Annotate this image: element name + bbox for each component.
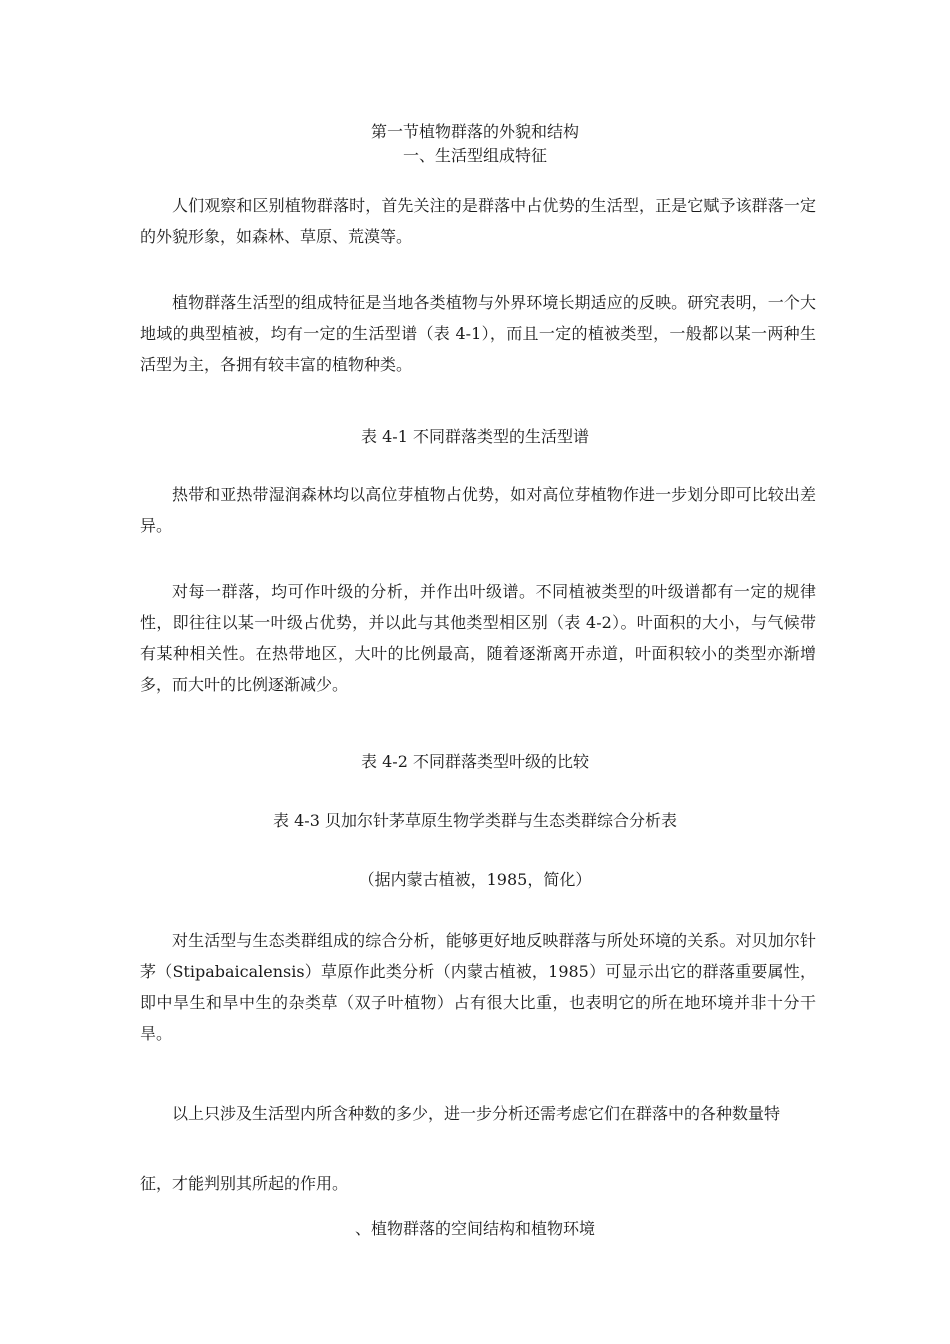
table-caption-4-2: 表 4-2 不同群落类型叶级的比较 [361,752,589,771]
table-caption-4-3: 表 4-3 贝加尔针茅草原生物学类群与生态类群综合分析表 [273,811,677,830]
paragraph-6-tail: 征，才能判别其所起的作用。 [140,1174,349,1193]
paragraph-5: 对生活型与生态类群组成的综合分析，能够更好地反映群落与所处环境的关系。对贝加尔针茅（Stipabaicalensis）草原作此类分析（内蒙古植被，1985）可显示出它的群落重要属性，即中旱生和旱中生的杂类草（双子叶植物）占有很大比重，也表明它的所在地环境并非十分干旱。 [140,931,816,1043]
next-section-heading: 、植物群落的空间结构和植物环境 [354,1219,595,1238]
paragraph-3: 热带和亚热带湿润森林均以高位芽植物占优势，如对高位芽植物作进一步划分即可比较出差异。 [140,485,816,535]
paragraph-2: 植物群落生活型的组成特征是当地各类植物与外界环境长期适应的反映。研究表明，一个大地域的典型植被，均有一定的生活型谱（表 4-1），而且一定的植被类型，一般都以某一两种生活型为主，各拥有较丰富的植物种类。 [140,293,816,374]
table-source-note: （据内蒙古植被，1985，简化） [358,870,592,889]
paragraph-4: 对每一群落，均可作叶级的分析，并作出叶级谱。不同植被类型的叶级谱都有一定的规律性，即往往以某一叶级占优势，并以此与其他类型相区别（表 4-2）。叶面积的大小，与气候带有某种相关性。在热带地区，大叶的比例最高，随着逐渐离开赤道，叶面积较小的类型亦渐增多，而大叶的比例逐渐减少。 [140,582,816,694]
paragraph-6: 以上只涉及生活型内所含种数的多少，进一步分析还需考虑它们在群落中的各种数量特 [172,1104,781,1123]
section-title: 第一节植物群落的外貌和结构 [370,122,579,141]
subsection-title: 一、生活型组成特征 [402,146,547,165]
paragraph-1: 人们观察和区别植物群落时，首先关注的是群落中占优势的生活型，正是它赋予该群落一定的外貌形象，如森林、草原、荒漠等。 [140,196,816,246]
table-caption-4-1: 表 4-1 不同群落类型的生活型谱 [361,427,589,446]
